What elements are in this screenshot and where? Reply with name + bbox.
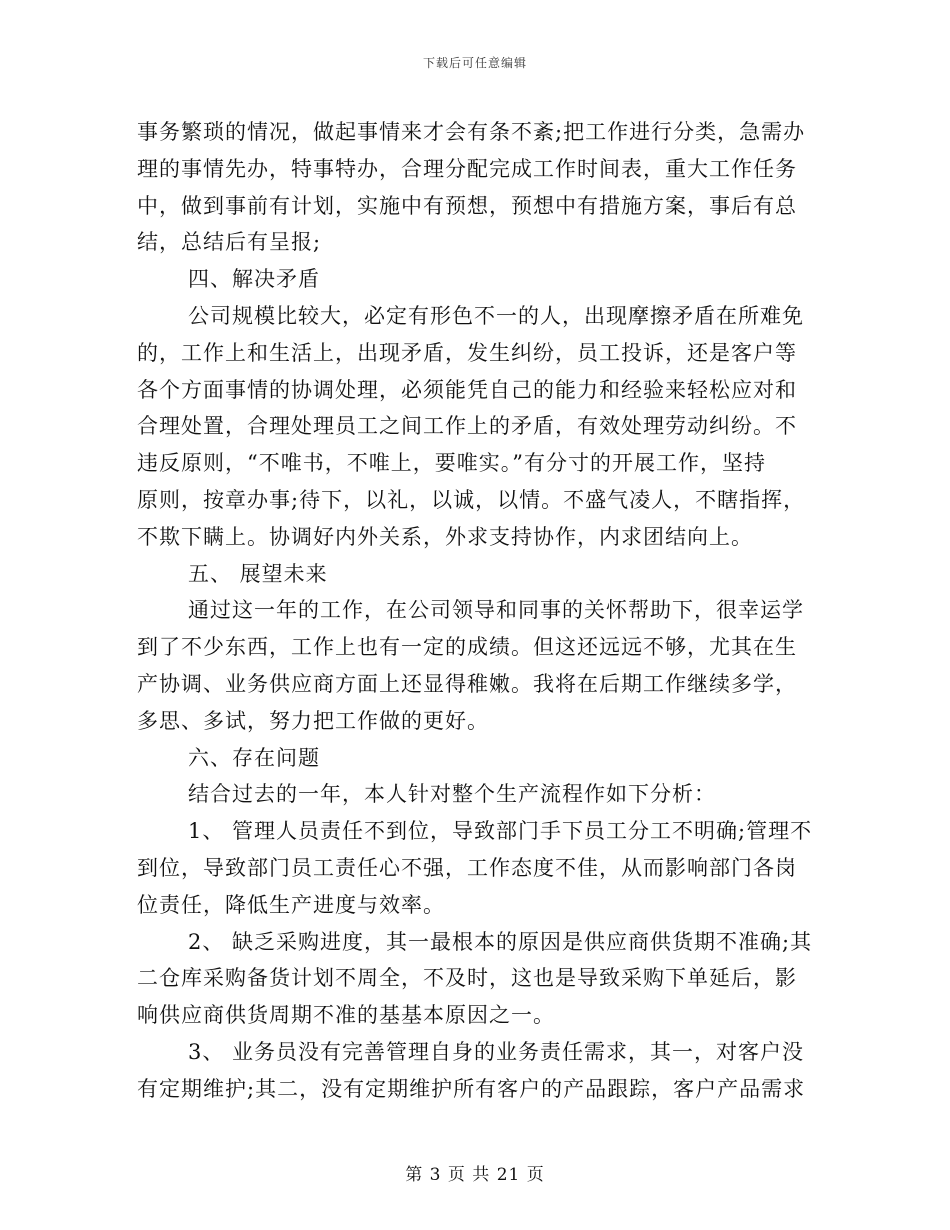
section-heading: 四、解决矛盾 [188,267,320,292]
paragraph-line: 结，总结后有呈报; [137,230,322,255]
paragraph-line: 公司规模比较大，必定有形色不一的人，出现摩擦矛盾在所难免 [188,303,804,328]
paragraph-line: 到位，导致部门员工责任心不强，工作态度不佳，从而影响部门各岗 [137,855,797,880]
list-item-line: 3、 业务员没有完善管理自身的业务责任需求，其一，对客户没 [188,1039,805,1064]
list-item-line: 2、 缺乏采购进度，其一最根本的原因是供应商供货期不准确;其 [188,929,813,954]
paragraph-line: 产协调、业务供应商方面上还显得稚嫩。我将在后期工作继续多学， [137,671,797,696]
paragraph-line: 通过这一年的工作，在公司领导和同事的关怀帮助下，很幸运学 [188,598,804,623]
paragraph-line: 不欺下瞒上。协调好内外关系，外求支持协作，内求团结向上。 [137,524,753,549]
page-number-footer: 第 3 页 共 21 页 [405,1165,545,1185]
list-item-line: 1、 管理人员责任不到位，导致部门手下员工分工不明确;管理不 [188,819,813,844]
paragraph-line: 响供应商供货周期不准的基基本原因之一。 [137,1003,555,1028]
paragraph-line: 的，工作上和生活上，出现矛盾，发生纠纷，员工投诉，还是客户等 [137,340,797,365]
paragraph-line: 中，做到事前有计划，实施中有预想，预想中有措施方案，事后有总 [137,193,797,218]
paragraph-line: 二仓库采购备货计划不周全，不及时，这也是导致采购下单延后，影 [137,966,797,991]
paragraph-line: 原则，按章办事;待下，以礼，以诚，以情。不盛气凌人，不瞎指挥， [137,487,806,512]
page-header: 下载后可任意编辑 [422,56,527,70]
section-heading: 五、 展望未来 [188,561,328,586]
document-body [137,114,817,1108]
paragraph-line: 位责任，降低生产进度与效率。 [137,892,445,917]
section-heading: 六、存在问题 [188,745,320,770]
paragraph-line: 合理处置，合理处理员工之间工作上的矛盾，有效处理劳动纠纷。不 [137,414,797,439]
paragraph-line: 各个方面事情的协调处理，必须能凭自己的能力和经验来轻松应对和 [137,377,797,402]
paragraph-line: 到了不少东西，工作上也有一定的成绩。但这还远远不够，尤其在生 [137,635,797,660]
paragraph-line: 结合过去的一年，本人针对整个生产流程作如下分析： [188,782,716,807]
paragraph-line: 事务繁琐的情况，做起事情来才会有条不紊;把工作进行分类，急需办 [137,120,806,144]
paragraph-line: 有定期维护;其二，没有定期维护所有客户的产品跟踪，客户产品需求 [137,1076,806,1101]
paragraph-line: 理的事情先办，特事特办，合理分配完成工作时间表，重大工作任务 [137,156,797,181]
paragraph-line: 多思、多试，努力把工作做的更好。 [137,708,489,733]
paragraph-line: 违反原则，“不唯书，不唯上，要唯实。”有分寸的开展工作，坚持 [137,451,766,476]
